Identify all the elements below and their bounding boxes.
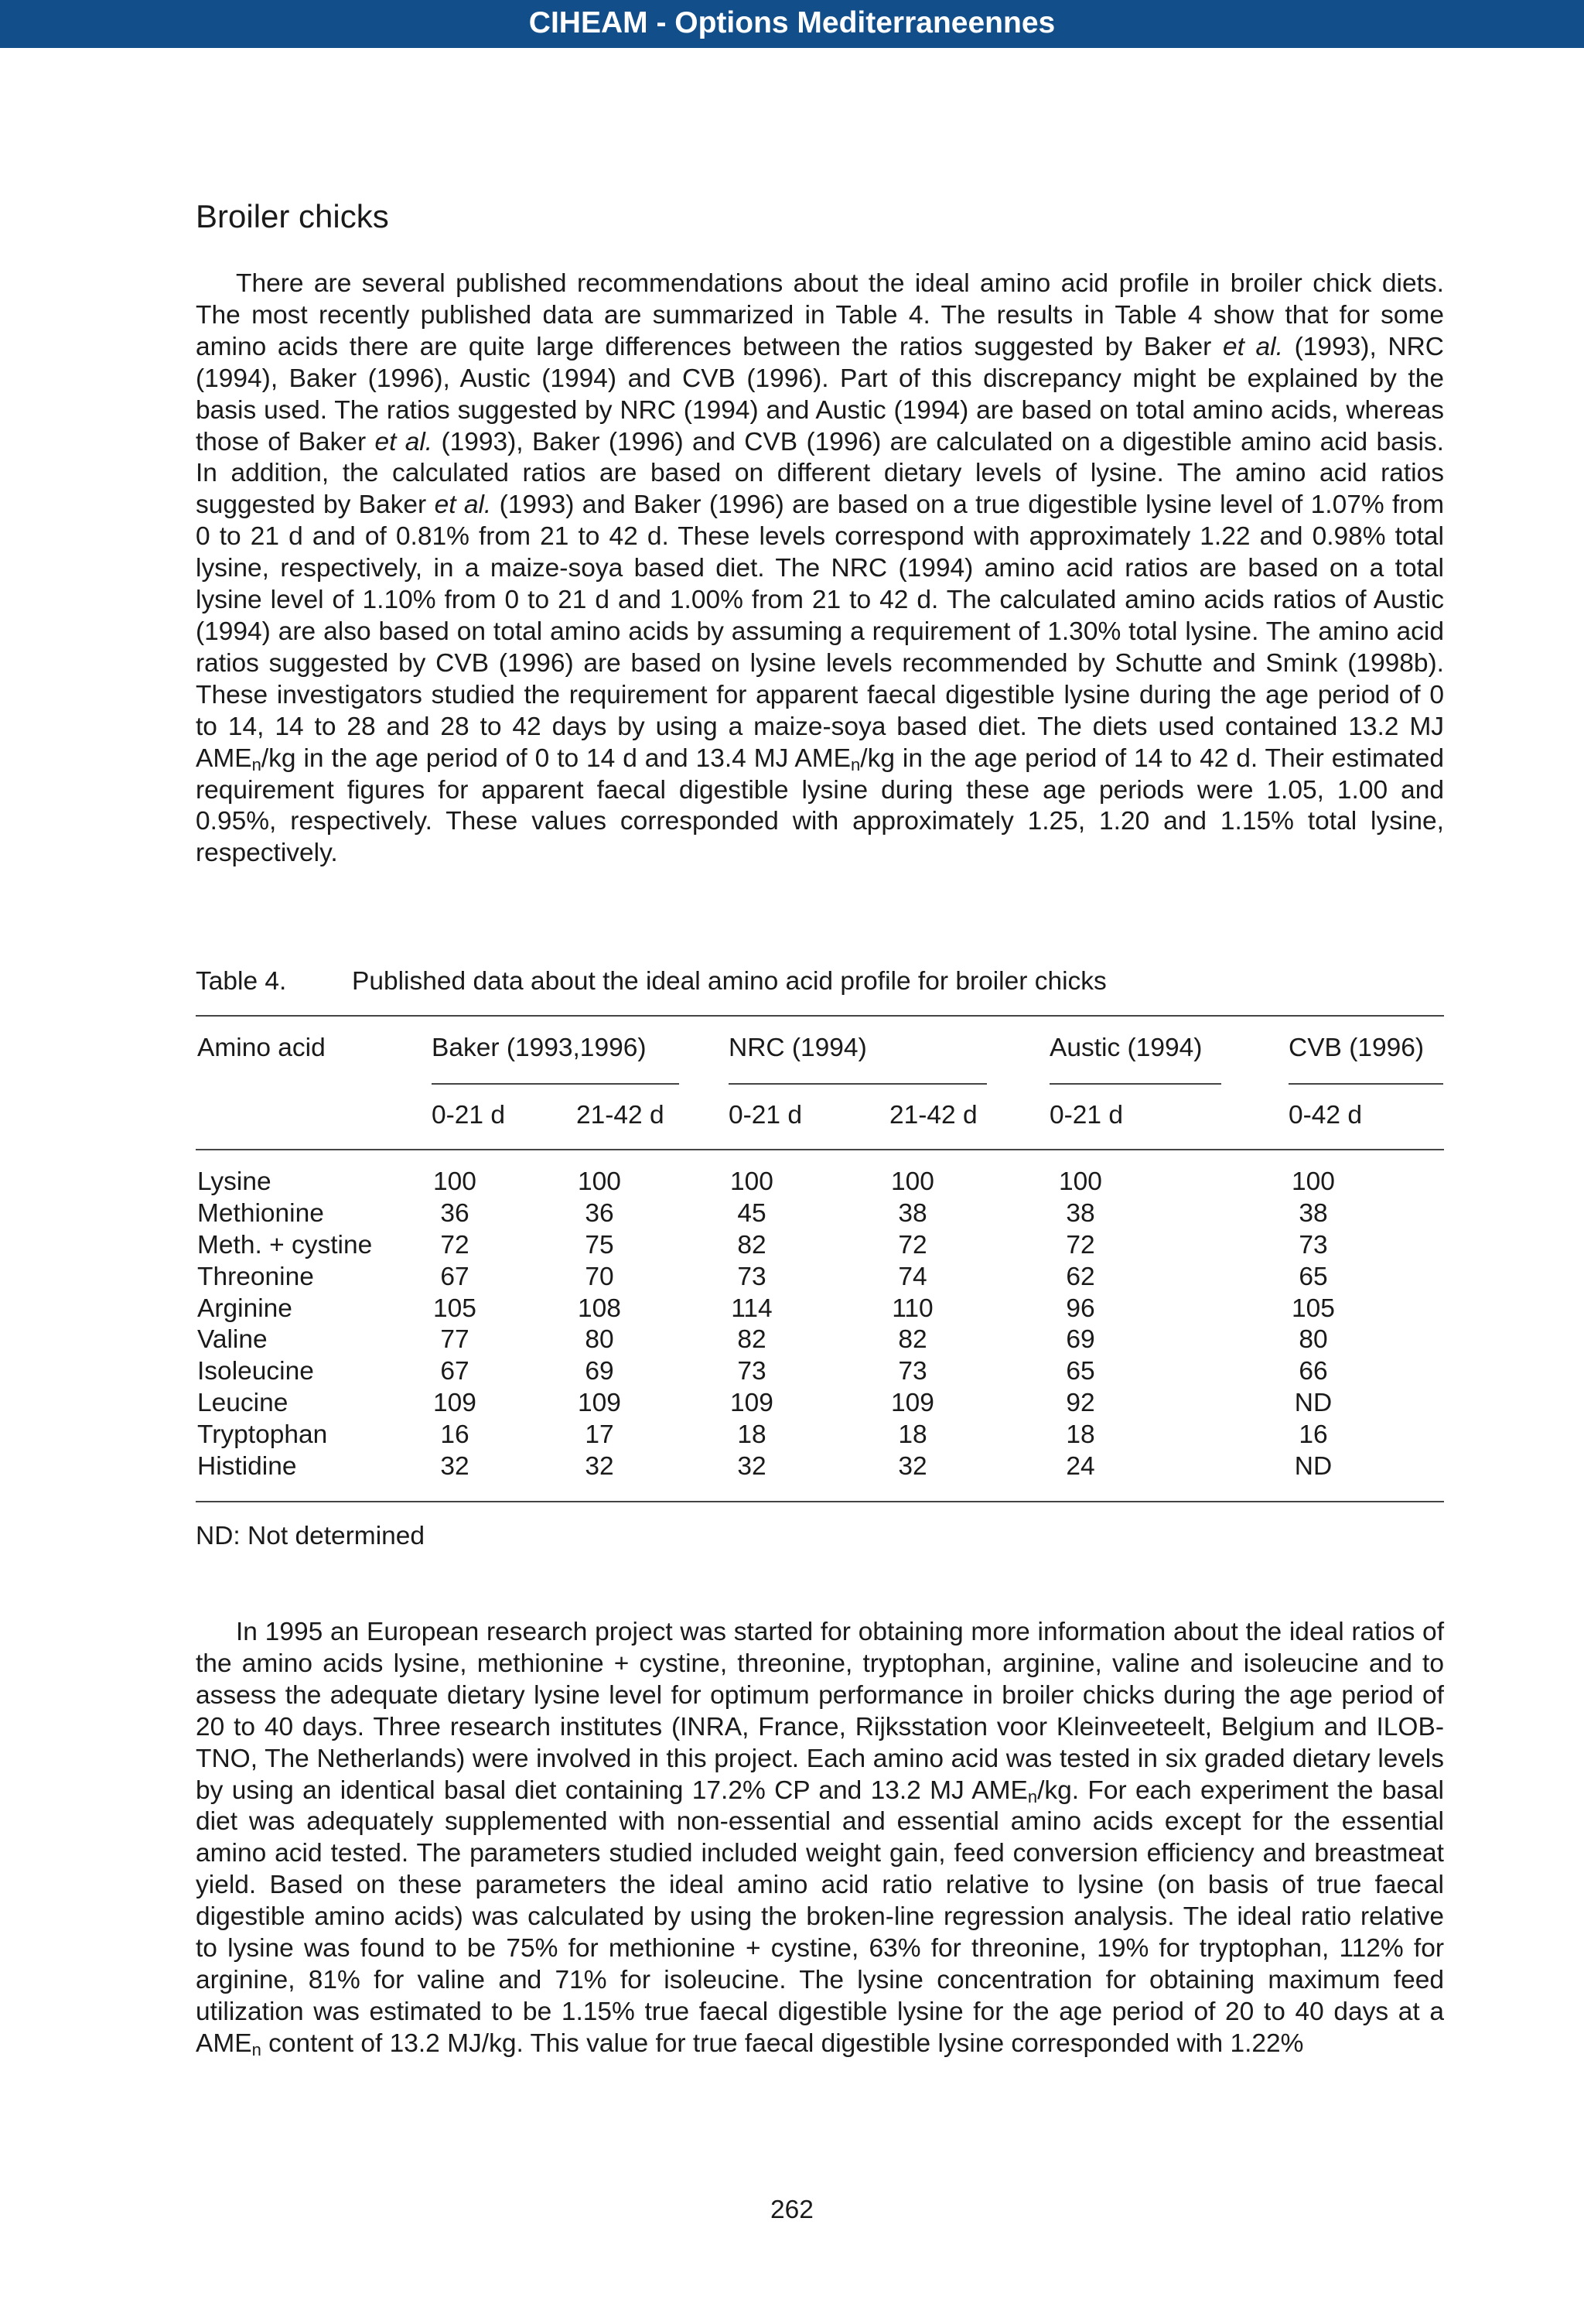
group-header-nrc: NRC (1994)	[729, 1034, 867, 1062]
table-row	[0, 1230, 1584, 1262]
cell: 96	[1066, 1294, 1095, 1323]
row-label: Meth. + cystine	[197, 1230, 373, 1259]
cell: 100	[433, 1167, 476, 1196]
cell: 38	[898, 1198, 927, 1228]
cell: 109	[433, 1389, 476, 1418]
table-label: Table 4.	[196, 967, 287, 996]
cell: 69	[585, 1357, 614, 1386]
journal-banner: CIHEAM - Options Mediterraneennes	[0, 0, 1584, 48]
cell: 65	[1066, 1357, 1095, 1386]
cell: 16	[1299, 1420, 1328, 1450]
cell: 100	[1292, 1167, 1335, 1196]
cell: 18	[898, 1420, 927, 1450]
cell: 100	[1059, 1167, 1102, 1196]
cell: 108	[578, 1294, 621, 1323]
cell: 74	[898, 1262, 927, 1291]
col-header-amino-acid: Amino acid	[197, 1034, 326, 1062]
subheader: 21-42 d	[576, 1101, 664, 1130]
cell: 72	[1066, 1230, 1095, 1259]
row-label: Tryptophan	[197, 1420, 328, 1450]
row-label: Histidine	[197, 1452, 297, 1482]
row-label: Arginine	[197, 1294, 292, 1323]
subheader: 0-21 d	[729, 1101, 802, 1130]
table-row	[0, 1198, 1584, 1230]
cell: 80	[585, 1325, 614, 1355]
cell: 109	[891, 1389, 934, 1418]
cell: 100	[578, 1167, 621, 1196]
cell: 32	[585, 1452, 614, 1482]
cell: 73	[898, 1357, 927, 1386]
group-header-cvb: CVB (1996)	[1289, 1034, 1425, 1062]
table-header-rule	[196, 1149, 1444, 1150]
table-row	[0, 1324, 1584, 1356]
row-label: Leucine	[197, 1389, 288, 1418]
cell: 36	[440, 1198, 469, 1228]
cell: 100	[730, 1167, 773, 1196]
row-label: Isoleucine	[197, 1357, 314, 1386]
cell: 16	[440, 1420, 469, 1450]
group-rule-austic	[1050, 1083, 1221, 1085]
table-top-rule	[196, 1015, 1444, 1017]
table-footnote: ND: Not determined	[196, 1522, 425, 1550]
table-title: Published data about the ideal amino acid profile for broiler chicks	[352, 967, 1107, 996]
cell: 18	[1066, 1420, 1095, 1450]
cell: 114	[731, 1294, 773, 1323]
cell: 72	[440, 1230, 469, 1259]
cell: 82	[737, 1325, 766, 1355]
table-row	[0, 1167, 1584, 1198]
cell: 38	[1066, 1198, 1095, 1228]
cell: 24	[1066, 1452, 1095, 1482]
page-number: 262	[770, 2196, 814, 2224]
subheader: 0-42 d	[1289, 1101, 1362, 1130]
table-row	[0, 1451, 1584, 1483]
row-label: Methionine	[197, 1198, 324, 1228]
table-body	[0, 1167, 1584, 1483]
row-label: Threonine	[197, 1262, 314, 1291]
cell: 73	[1299, 1230, 1328, 1259]
cell: 109	[578, 1389, 621, 1418]
row-label: Valine	[197, 1325, 268, 1355]
subheader: 0-21 d	[1050, 1101, 1123, 1130]
cell: 32	[737, 1452, 766, 1482]
paragraph-2: In 1995 an European research project was started for obtaining more information about the ideal ratios of the amino acids lysine, methionine + cystine, threonine, tryptophan, arginine, valine and isoleucine and to assess the adequate dietary lysine level for optimum performance in broiler chicks during the age period of 20 to 40 days. Three research institutes (INRA, France, Rijksstation voor Kleinveeteelt, Belgium and ILOB-TNO, The Netherlands) were involved in this project. Each amino acid was tested in six graded dietary levels by using an identical basal diet containing 17.2% CP and 13.2 MJ $AME_n/kg$. For each experiment the basal diet was adequately supplemented with non-essential and essential amino acids except for the essential amino acid tested. The parameters studied included weight gain, feed conversion efficiency and breastmeat yield. Based on these parameters the ideal amino acid ratio relative to lysine (on basis of true faecal digestible amino acids) was calculated by using the broken-line regression analysis. The ideal ratio relative to lysine was found to be 75% for methionine + cystine, 63% for threonine, 19% for tryptophan, 112% for arginine, 81% for valine and 71% for isoleucine. The lysine concentration for obtaining maximum feed utilization was estimated to be 1.15% true faecal digestible lysine for the age period of 20 to 40 days at a $AME_n$ content of 13.2 MJ/kg. This value for true faecal digestible lysine corresponded with 1.22%	[196, 1618, 1444, 2059]
subheader: 0-21 d	[432, 1101, 505, 1130]
cell: 67	[440, 1357, 469, 1386]
cell: 32	[440, 1452, 469, 1482]
cell: 70	[585, 1262, 614, 1291]
section-heading: Broiler chicks	[196, 198, 389, 234]
group-header-austic: Austic (1994)	[1050, 1034, 1203, 1062]
cell: 77	[440, 1325, 469, 1355]
cell: 82	[737, 1230, 766, 1259]
cell: 80	[1299, 1325, 1328, 1355]
paragraph-1: There are several published recommendations about the ideal amino acid profile in broiler chick diets. The most recently published data are summarized in Table 4. The results in Table 4 show that for some amino acids there are quite large differences between the ratios suggested by Baker et al. (1993), NRC (1994), Baker (1996), Austic (1994) and CVB (1996). Part of this discrepancy might be explained by the basis used. The ratios suggested by NRC (1994) and Austic (1994) are based on total amino acids, whereas those of Baker et al. (1993), Baker (1996) and CVB (1996) are calculated on a digestible amino acid basis. In addition, the calculated ratios are based on different dietary levels of lysine. The amino acid ratios suggested by Baker et al. (1993) and Baker (1996) are based on a true digestible lysine level of 1.07% from 0 to 21 d and of 0.81% from 21 to 42 d. These levels correspond with approximately 1.22 and 0.98% total lysine, respectively, in a maize-soya based diet. The NRC (1994) amino acid ratios are based on a total lysine level of 1.10% from 0 to 21 d and 1.00% from 21 to 42 d. The calculated amino acids ratios of Austic (1994) are also based on total amino acids by assuming a requirement of 1.30% total lysine. The amino acid ratios suggested by CVB (1996) are based on lysine levels recommended by Schutte and Smink (1998b). These investigators studied the requirement for apparent faecal digestible lysine during the age period of 0 to 14, 14 to 28 and 28 to 42 days by using a maize-soya based diet. The diets used contained 13.2 MJ $AME_n/kg$ in the age period of 0 to 14 d and 13.4 MJ $AME_n/kg$ in the age period of 14 to 42 d. Their estimated requirement figures for apparent faecal digestible lysine during these age periods were 1.05, 1.00 and 0.95%, respectively. These values corresponded with approximately 1.25, 1.20 and 1.15% total lysine, respectively.	[196, 269, 1444, 868]
cell: 38	[1299, 1198, 1328, 1228]
row-label: Lysine	[197, 1167, 271, 1196]
cell: 69	[1066, 1325, 1095, 1355]
cell: 18	[737, 1420, 766, 1450]
cell: ND	[1294, 1452, 1333, 1482]
cell: 66	[1299, 1357, 1328, 1386]
cell: 110	[892, 1294, 934, 1323]
cell: 109	[730, 1389, 773, 1418]
cell: 32	[898, 1452, 927, 1482]
cell: 36	[585, 1198, 614, 1228]
table-row	[0, 1356, 1584, 1388]
cell: 72	[898, 1230, 927, 1259]
cell: 45	[737, 1198, 766, 1228]
cell: 105	[1292, 1294, 1335, 1323]
table-row	[0, 1262, 1584, 1294]
table-row	[0, 1420, 1584, 1451]
cell: 67	[440, 1262, 469, 1291]
cell: 82	[898, 1325, 927, 1355]
cell: 65	[1299, 1262, 1328, 1291]
cell: 62	[1066, 1262, 1095, 1291]
table-caption	[196, 967, 1444, 996]
cell: 105	[433, 1294, 476, 1323]
group-rule-nrc	[729, 1083, 987, 1085]
cell: 73	[737, 1357, 766, 1386]
subheader: 21-42 d	[889, 1101, 978, 1130]
table-row	[0, 1388, 1584, 1420]
group-rule-cvb	[1289, 1083, 1443, 1085]
group-rule-baker	[432, 1083, 679, 1085]
cell: ND	[1294, 1389, 1333, 1418]
cell: 75	[585, 1230, 614, 1259]
table-bottom-rule	[196, 1501, 1444, 1502]
cell: 73	[737, 1262, 766, 1291]
cell: 100	[891, 1167, 934, 1196]
cell: 92	[1066, 1389, 1095, 1418]
group-header-baker: Baker (1993,1996)	[432, 1034, 647, 1062]
table-row	[0, 1294, 1584, 1325]
cell: 17	[585, 1420, 614, 1450]
